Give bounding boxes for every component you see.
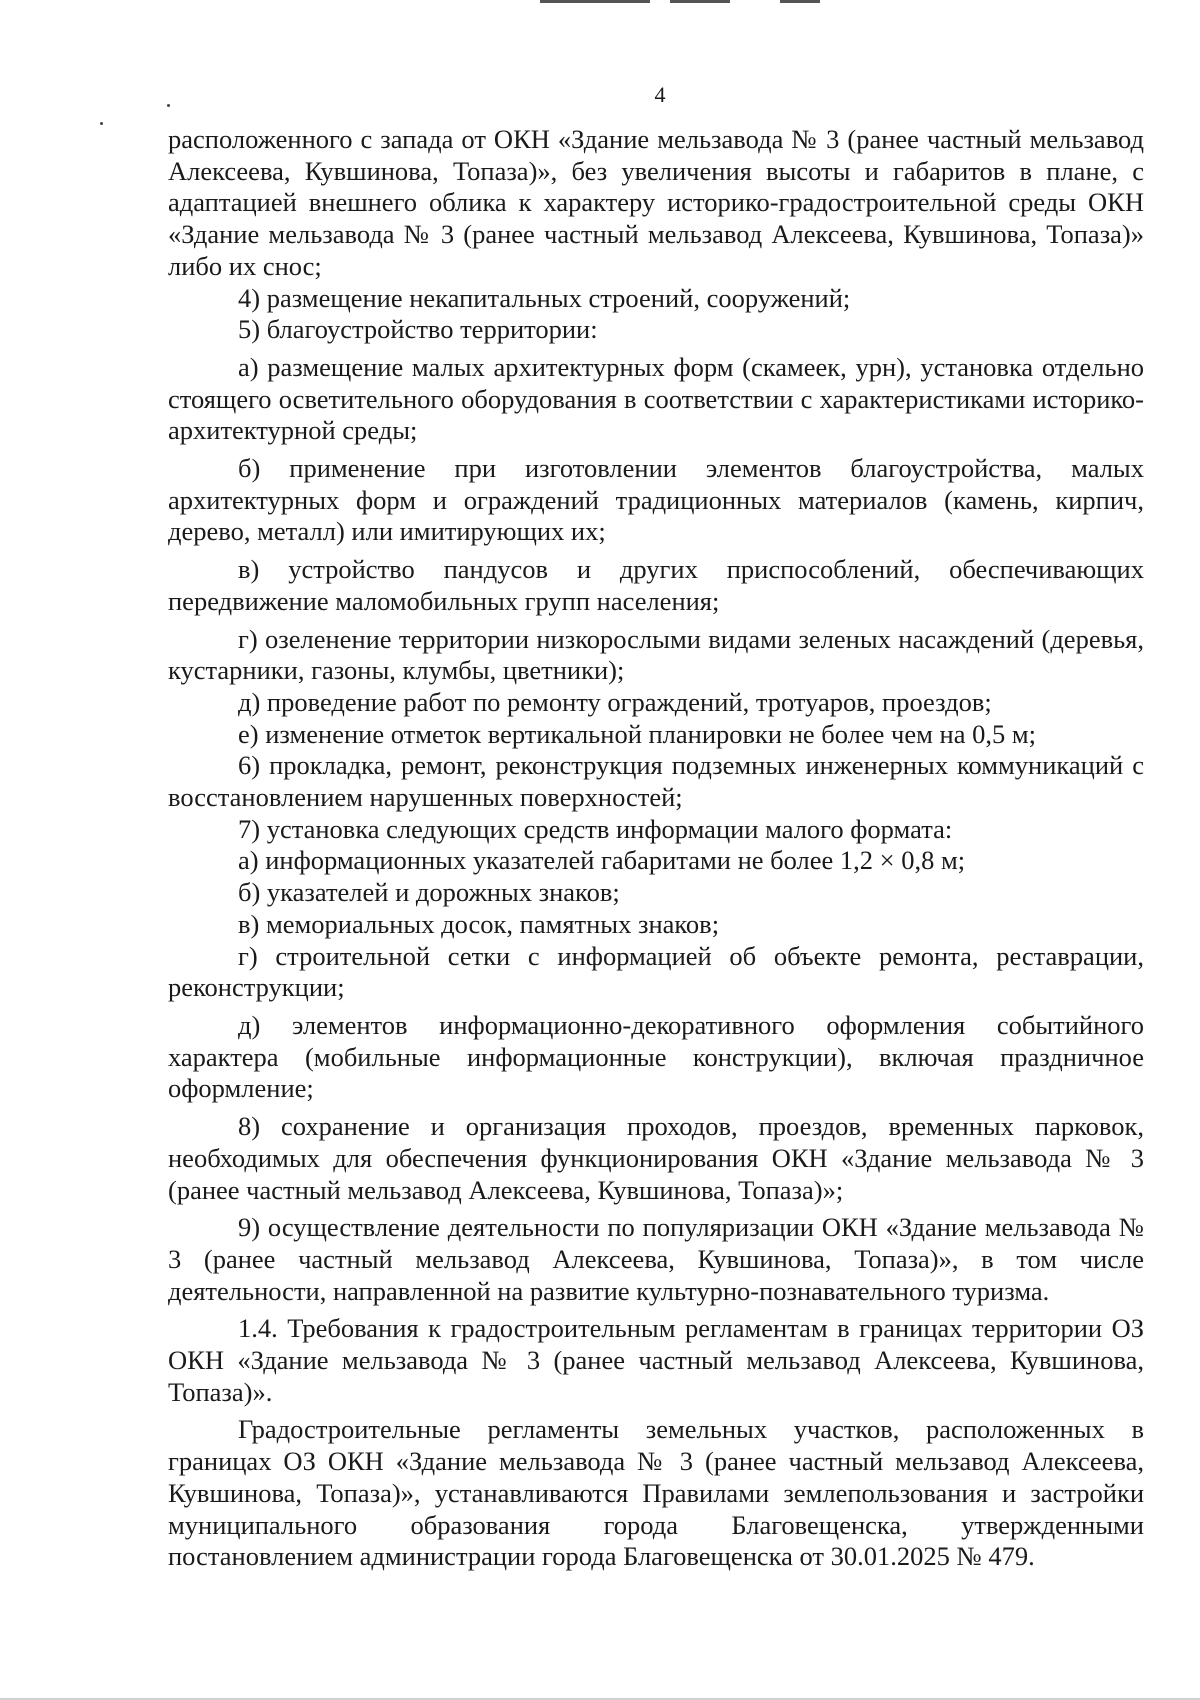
list-item-7: 7) установка следующих средств информации малого формата: (238, 813, 953, 844)
list-item-6: 6) прокладка, ремонт, реконструкция подземных инженерных коммуникаций с восстановлением нарушенных поверхностей; (168, 750, 1144, 813)
list-item-5e: д) проведение работ по ремонту ограждений, тротуаров, проездов; (238, 686, 992, 717)
section-1-4-text: Градостроительные регламенты земельных участков, расположенных в границах ОЗ ОКН «Здание мельзавода № 3 (ранее частный мельзавод Алексеева, Кувшинова, Топаза)», устанавливаются Правилами землепользования и застройки муниципального образования города Благовещенска, утвержденными постановлением администрации города Благовещенска от 30.01.2025 № 479. (168, 1414, 1144, 1572)
list-item-5d: г) озеленение территории низкорослыми видами зеленых насаждений (деревья, кустарники, газоны, клумбы, цветники); (168, 623, 1144, 686)
paragraph-continuation: расположенного с запада от ОКН «Здание мельзавода № 3 (ранее частный мельзавод Алексеева, Кувшинова, Топаза)», без увеличения высоты и габаритов в плане, с адаптацией внешнего облика к характеру историко-градостроительной среды ОКН «Здание мельзавода № 3 (ранее частный мельзавод Алексеева, Кувшинова, Топаза)» либо их снос; (168, 124, 1144, 281)
list-item-7c: в) мемориальных досок, памятных знаков; (238, 908, 720, 939)
list-item-7a: а) информационных указателей габаритами не более 1,2 × 0,8 м; (238, 845, 966, 876)
list-item-5b: б) применение при изготовлении элементов благоустройства, малых архитектурных форм и ограждений традиционных материалов (камень, кирпич, дерево, металл) или имитирующих их; (168, 453, 1144, 547)
list-item-5a: а) размещение малых архитектурных форм (скамеек, урн), установка отдельно стоящего осветительного оборудования в соответствии с характеристиками историко-архитектурной среды; (168, 351, 1144, 446)
scan-speck (167, 104, 170, 107)
scan-speck (100, 122, 103, 125)
list-item-7b: б) указателей и дорожных знаков; (238, 877, 620, 908)
scan-artifact-top (540, 0, 860, 4)
list-item-7d: г) строительной сетки с информацией об объекте ремонта, реставрации, реконструкции; (168, 940, 1144, 1003)
document-body (168, 124, 1144, 1573)
list-item-5c: в) устройство пандусов и других приспособлений, обеспечивающих передвижение маломобильных групп населения; (168, 554, 1144, 616)
list-item-7e: д) элементов информационно-декоративного оформления событийного характера (мобильные информационные конструкции), включая праздничное оформление; (168, 1009, 1144, 1104)
list-item-5f: е) изменение отметок вертикальной планировки не более чем на 0,5 м; (238, 718, 1036, 749)
list-item-8: 8) сохранение и организация проходов, проездов, временных парковок, необходимых для обеспечения функционирования ОКН «Здание мельзавода № 3 (ранее частный мельзавод Алексеева, Кувшинова, Топаза)»; (168, 1111, 1144, 1205)
list-item-9: 9) осуществление деятельности по популяризации ОКН «Здание мельзавода № 3 (ранее частный мельзавод Алексеева, Кувшинова, Топаза)», в том числе деятельности, направленной на развитие культурно-познавательного туризма. (168, 1212, 1144, 1306)
list-item-5: 5) благоустройство территории: (238, 314, 598, 345)
section-1-4-heading: 1.4. Требования к градостроительным регламентам в границах территории ОЗ ОКН «Здание мельзавода № 3 (ранее частный мельзавод Алексеева, Кувшинова, Топаза)». (168, 1313, 1144, 1407)
page-number: 4 (654, 82, 666, 107)
list-item-4: 4) размещение некапитальных строений, сооружений; (238, 282, 851, 313)
